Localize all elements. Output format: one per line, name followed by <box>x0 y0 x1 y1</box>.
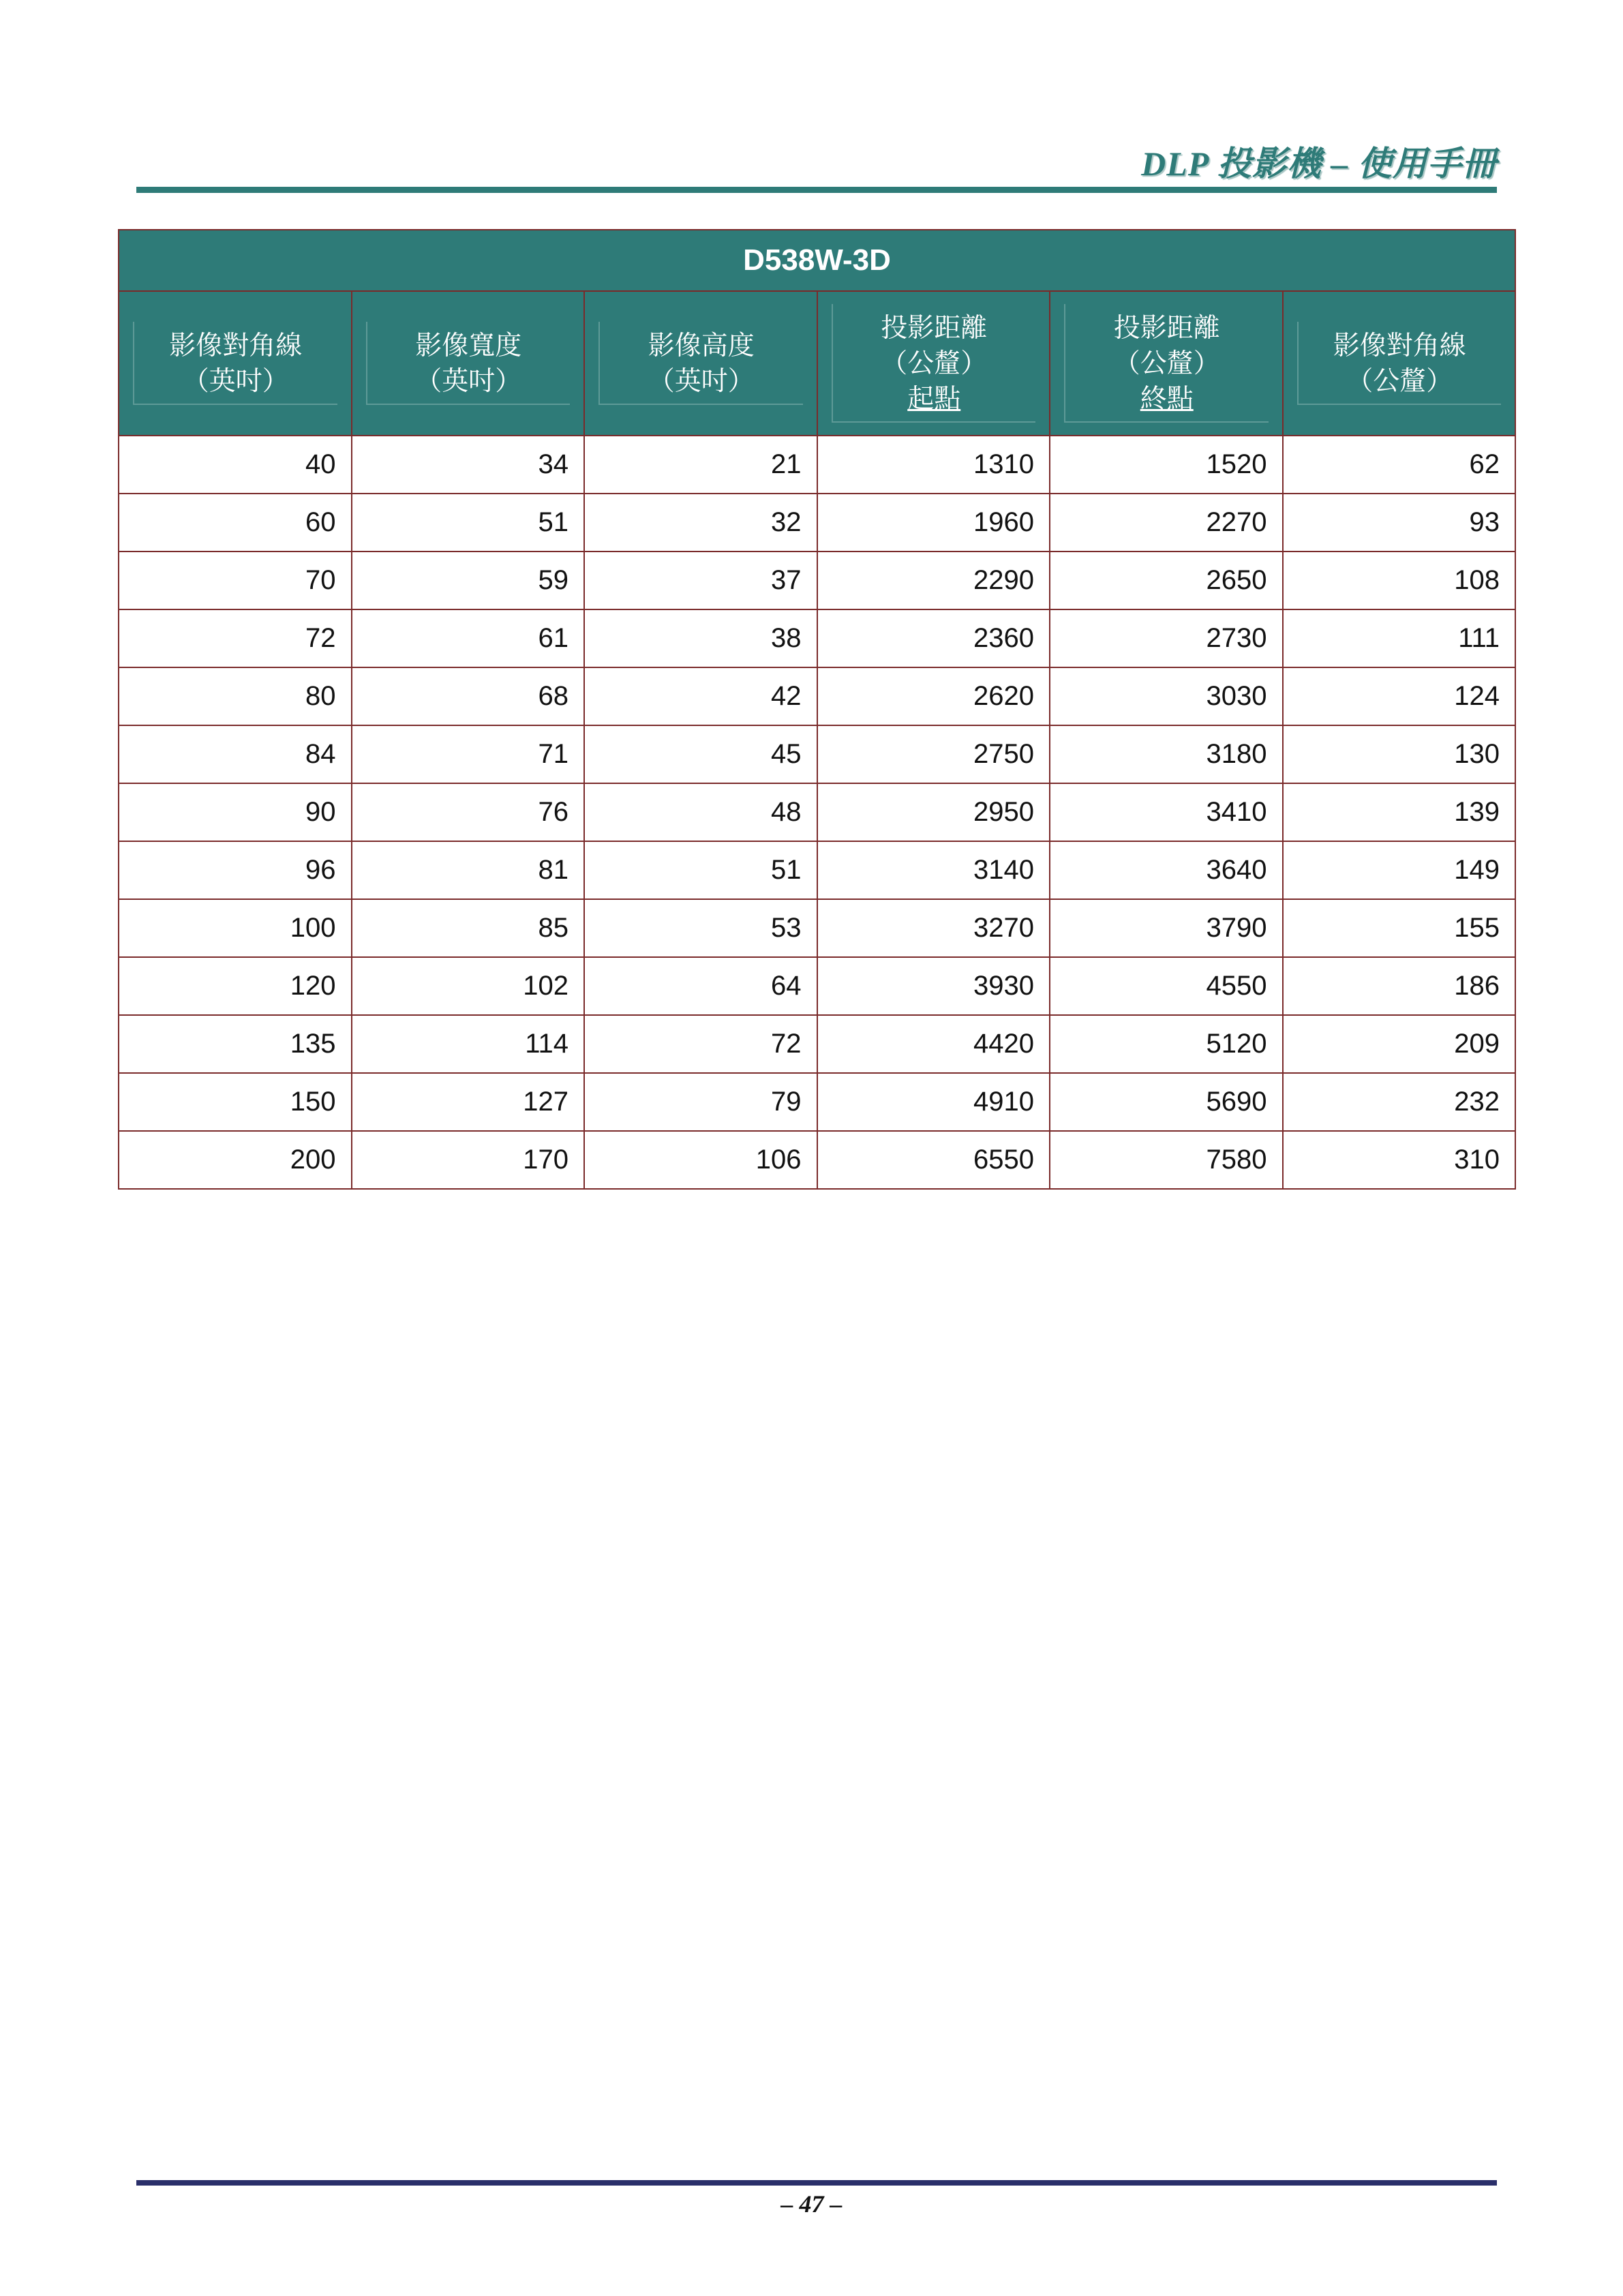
table-cell: 1960 <box>817 494 1050 552</box>
model-name-header: D538W-3D <box>119 230 1515 291</box>
table-cell: 61 <box>352 609 585 667</box>
table-cell: 106 <box>584 1131 817 1189</box>
table-cell: 32 <box>584 494 817 552</box>
table-cell: 4550 <box>1050 957 1283 1015</box>
table-cell: 2290 <box>817 552 1050 609</box>
footer-divider <box>136 2180 1497 2186</box>
table-cell: 2650 <box>1050 552 1283 609</box>
table-cell: 3640 <box>1050 841 1283 899</box>
table-row <box>119 1131 1515 1189</box>
table-cell: 42 <box>584 667 817 725</box>
table-cell: 3930 <box>817 957 1050 1015</box>
table-row <box>119 899 1515 957</box>
projection-distance-table <box>118 229 1516 1190</box>
table-cell: 84 <box>119 725 352 783</box>
table-cell: 120 <box>119 957 352 1015</box>
table-cell: 3410 <box>1050 783 1283 841</box>
table-row <box>119 841 1515 899</box>
table-row <box>119 667 1515 725</box>
column-header-unit: （英吋） <box>648 366 755 397</box>
table-cell: 3180 <box>1050 725 1283 783</box>
column-header-distance-end <box>1050 291 1283 436</box>
column-header-diagonal-inch <box>119 291 352 436</box>
header-divider <box>136 187 1497 193</box>
table-cell: 45 <box>584 725 817 783</box>
document-header-title: DLP 投影機 – 使用手冊 <box>1141 145 1497 183</box>
table-row <box>119 552 1515 609</box>
table-cell: 149 <box>1283 841 1516 899</box>
column-header-unit: （公釐） <box>1113 348 1220 379</box>
table-cell: 48 <box>584 783 817 841</box>
table-cell: 81 <box>352 841 585 899</box>
table-cell: 2750 <box>817 725 1050 783</box>
page-number: – 47 – <box>780 2190 843 2218</box>
table-row <box>119 783 1515 841</box>
column-header-line: 投影距離 <box>1113 313 1220 344</box>
table-cell: 51 <box>584 841 817 899</box>
table-cell: 96 <box>119 841 352 899</box>
table-cell: 72 <box>584 1015 817 1073</box>
table-cell: 2360 <box>817 609 1050 667</box>
table-cell: 3030 <box>1050 667 1283 725</box>
table-cell: 21 <box>584 436 817 494</box>
table-cell: 62 <box>1283 436 1516 494</box>
table-cell: 1520 <box>1050 436 1283 494</box>
table-cell: 102 <box>352 957 585 1015</box>
table-cell: 76 <box>352 783 585 841</box>
column-header-line: 影像對角線 <box>169 331 303 361</box>
column-header-diagonal-mm <box>1283 291 1516 436</box>
column-header-line: 投影距離 <box>881 313 988 344</box>
table-cell: 2620 <box>817 667 1050 725</box>
table-row <box>119 725 1515 783</box>
table-cell: 232 <box>1283 1073 1516 1131</box>
table-cell: 7580 <box>1050 1131 1283 1189</box>
table-cell: 139 <box>1283 783 1516 841</box>
table-row <box>119 494 1515 552</box>
table-cell: 60 <box>119 494 352 552</box>
table-cell: 127 <box>352 1073 585 1131</box>
table-cell: 80 <box>119 667 352 725</box>
table-cell: 5690 <box>1050 1073 1283 1131</box>
table-cell: 93 <box>1283 494 1516 552</box>
table-cell: 70 <box>119 552 352 609</box>
table-cell: 200 <box>119 1131 352 1189</box>
table-cell: 64 <box>584 957 817 1015</box>
table-cell: 59 <box>352 552 585 609</box>
table-cell: 3270 <box>817 899 1050 957</box>
table-cell: 79 <box>584 1073 817 1131</box>
table-cell: 2730 <box>1050 609 1283 667</box>
column-header-line: 影像對角線 <box>1333 331 1466 361</box>
column-header-unit: （英吋） <box>182 366 289 397</box>
table-cell: 5120 <box>1050 1015 1283 1073</box>
column-header-unit: （公釐） <box>1346 366 1453 397</box>
table-cell: 37 <box>584 552 817 609</box>
table-cell: 51 <box>352 494 585 552</box>
table-cell: 6550 <box>817 1131 1050 1189</box>
table-cell: 100 <box>119 899 352 957</box>
table-cell: 130 <box>1283 725 1516 783</box>
table-cell: 90 <box>119 783 352 841</box>
column-header-line: 影像寬度 <box>415 331 522 361</box>
table-cell: 38 <box>584 609 817 667</box>
table-cell: 71 <box>352 725 585 783</box>
table-row <box>119 1073 1515 1131</box>
table-cell: 2950 <box>817 783 1050 841</box>
column-header-unit: （公釐） <box>881 348 988 379</box>
table-row <box>119 436 1515 494</box>
column-header-unit: （英吋） <box>415 366 522 397</box>
table-cell: 2270 <box>1050 494 1283 552</box>
table-cell: 150 <box>119 1073 352 1131</box>
table-cell: 108 <box>1283 552 1516 609</box>
table-row <box>119 1015 1515 1073</box>
table-cell: 68 <box>352 667 585 725</box>
table-cell: 186 <box>1283 957 1516 1015</box>
table-cell: 155 <box>1283 899 1516 957</box>
table-row <box>119 957 1515 1015</box>
column-header-height-inch <box>584 291 817 436</box>
table-cell: 170 <box>352 1131 585 1189</box>
table-cell: 34 <box>352 436 585 494</box>
table-cell: 3790 <box>1050 899 1283 957</box>
table-cell: 3140 <box>817 841 1050 899</box>
table-cell: 135 <box>119 1015 352 1073</box>
column-header-line: 影像高度 <box>648 331 755 361</box>
table-cell: 53 <box>584 899 817 957</box>
table-body <box>119 436 1515 1189</box>
table-cell: 124 <box>1283 667 1516 725</box>
column-header-qualifier: 終點 <box>1140 384 1194 414</box>
column-header-qualifier: 起點 <box>907 384 961 414</box>
table-cell: 209 <box>1283 1015 1516 1073</box>
table-row <box>119 609 1515 667</box>
table-cell: 114 <box>352 1015 585 1073</box>
table-cell: 4420 <box>817 1015 1050 1073</box>
table-cell: 85 <box>352 899 585 957</box>
table-cell: 4910 <box>817 1073 1050 1131</box>
column-header-width-inch <box>352 291 585 436</box>
column-header-distance-start <box>817 291 1050 436</box>
table-cell: 310 <box>1283 1131 1516 1189</box>
table-cell: 111 <box>1283 609 1516 667</box>
table-cell: 72 <box>119 609 352 667</box>
table-cell: 1310 <box>817 436 1050 494</box>
table-cell: 40 <box>119 436 352 494</box>
